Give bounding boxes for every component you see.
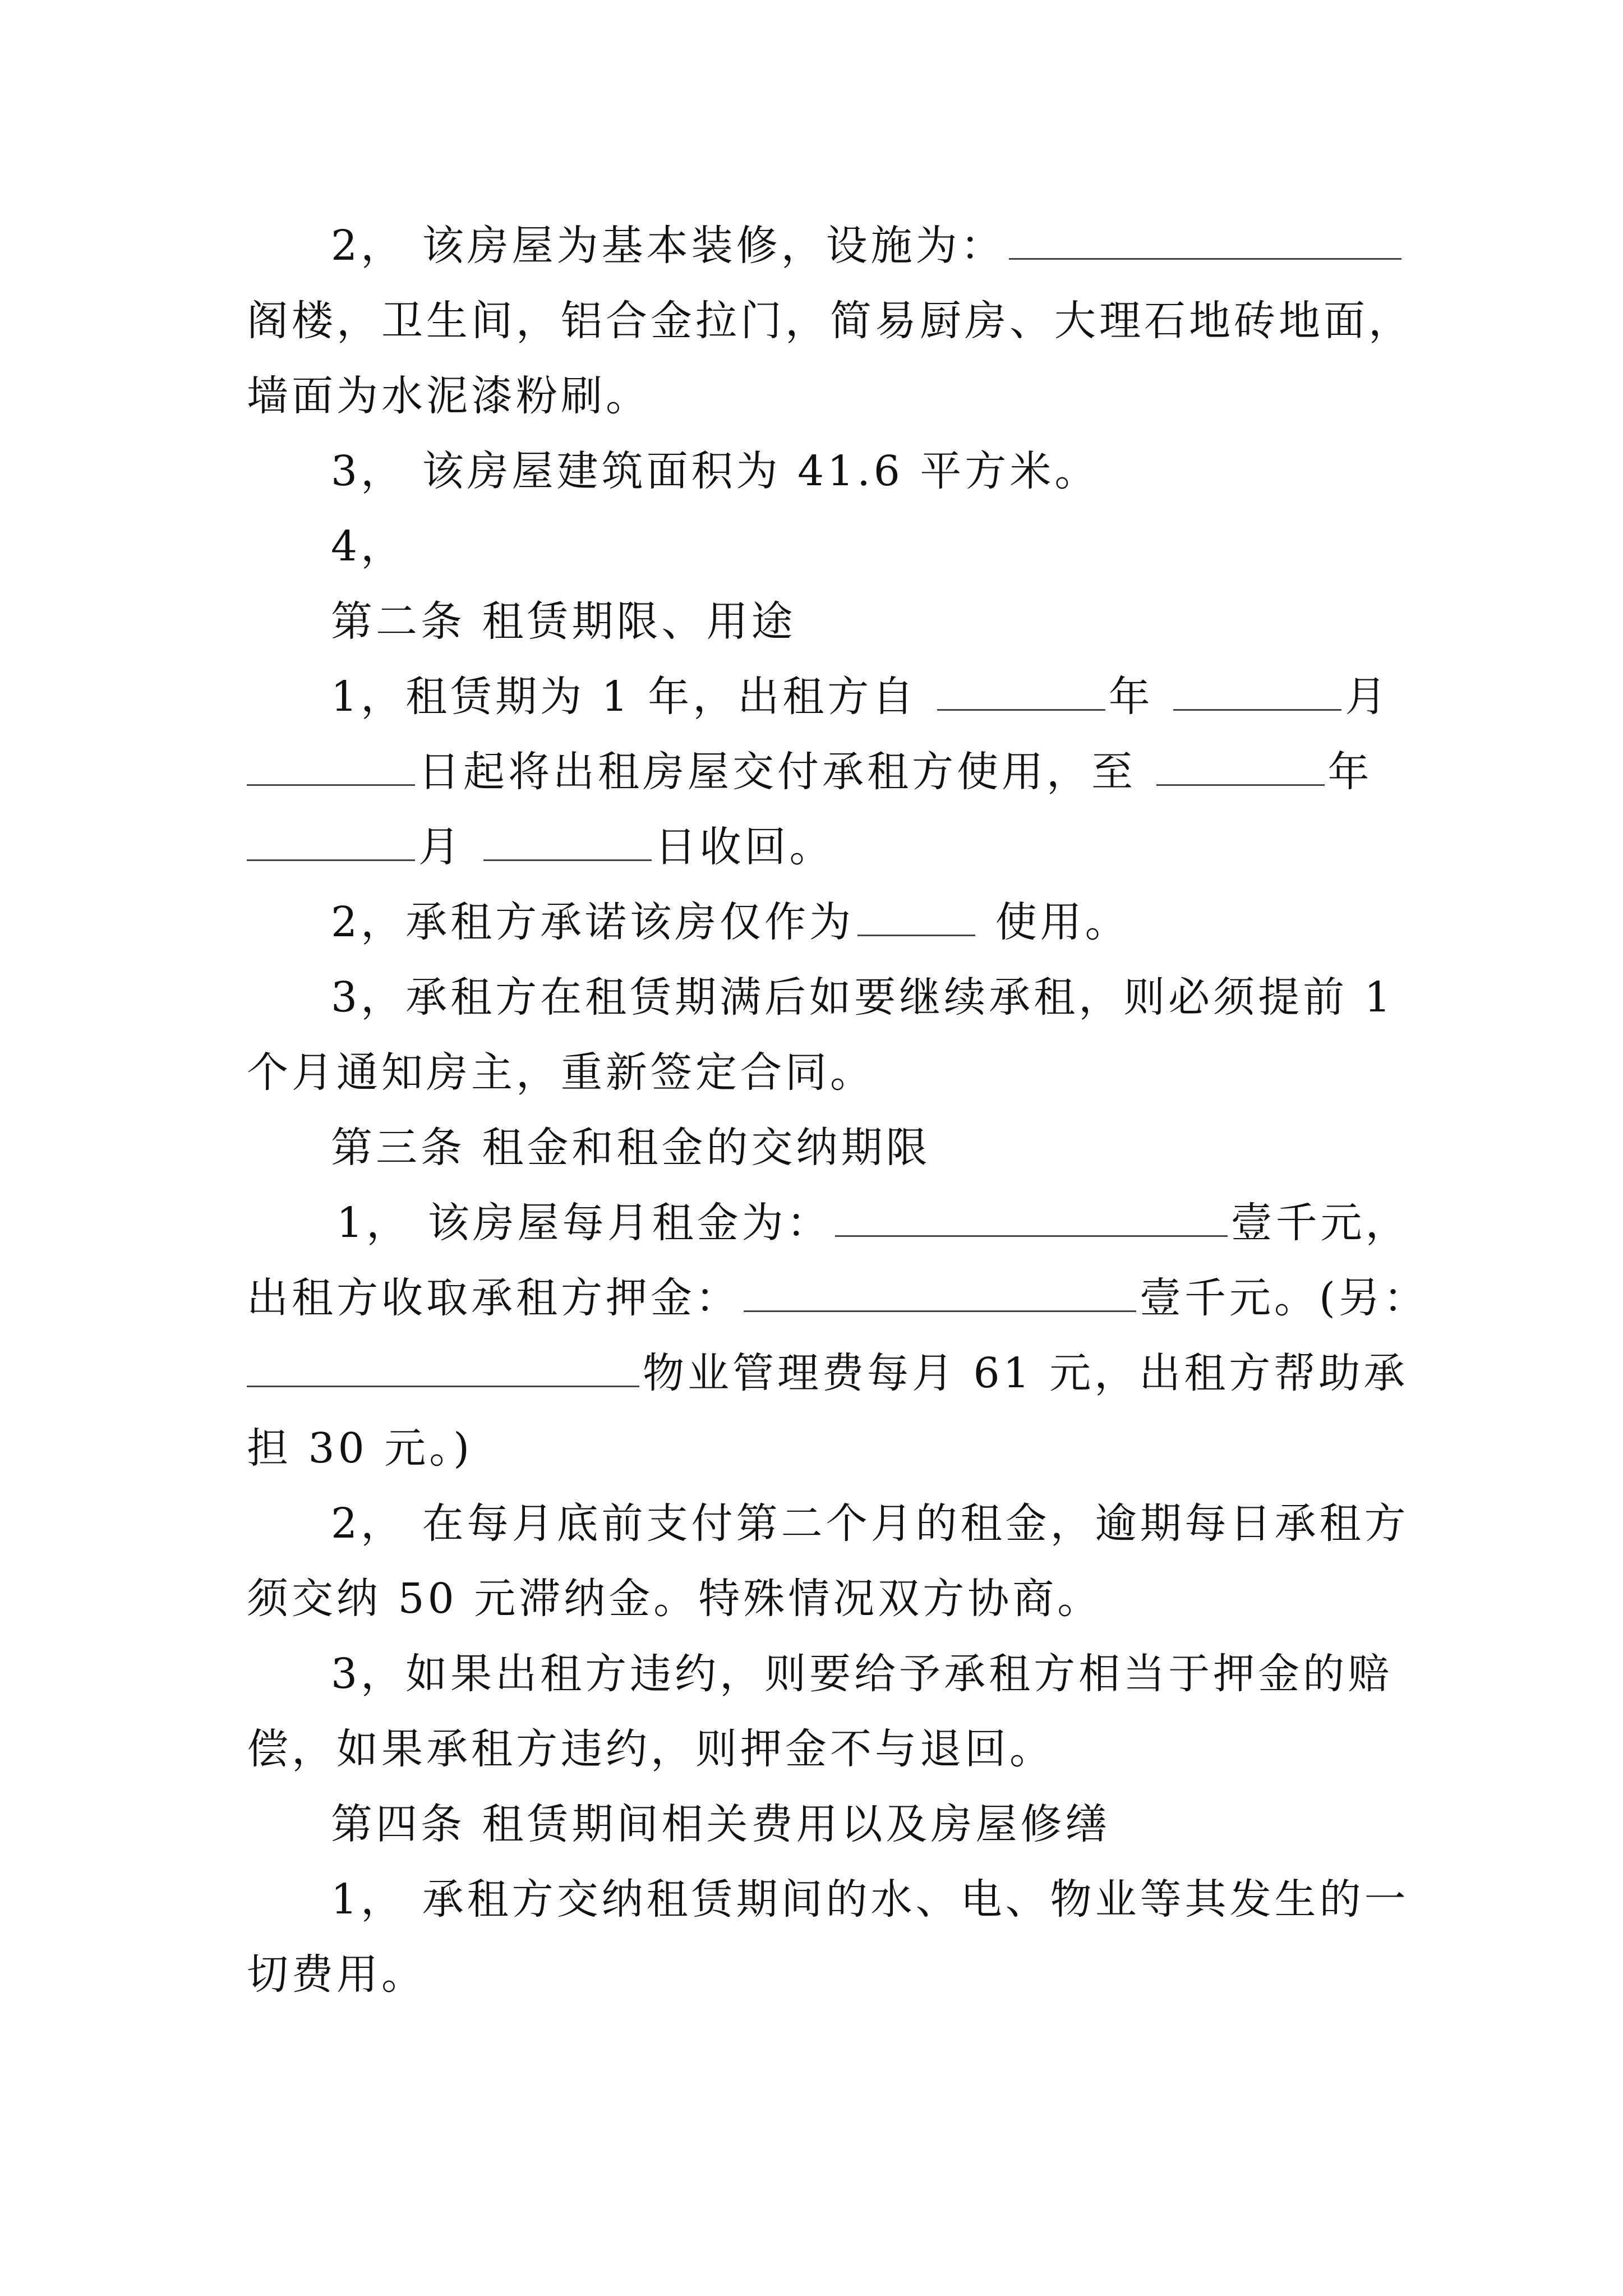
article-4-item-1 <box>331 1866 1464 1933</box>
clause-1-item-2-cont <box>247 287 1413 355</box>
clause-1-item-4 <box>331 513 1464 580</box>
article-3-item-3 <box>331 1640 1464 1708</box>
article-4-item-1-cont <box>247 1941 1380 2008</box>
article-2-item-1-cont2 <box>247 813 1380 881</box>
year-blank <box>937 675 1105 711</box>
text: 4， <box>331 522 406 570</box>
article-4-heading <box>331 1791 1464 1858</box>
day-blank <box>483 826 652 861</box>
text: 壹千元。(另： <box>1140 1274 1428 1322</box>
text: 切费用。 <box>247 1950 426 1999</box>
article-3-item-1 <box>336 1189 1469 1257</box>
text: 3，如果出租方违约，则要给予承租方相当于押金的赔 <box>331 1650 1393 1698</box>
text: 须交纳 50 元滞纳金。特殊情况双方协商。 <box>247 1575 1103 1623</box>
rent-blank <box>835 1202 1228 1237</box>
month-blank <box>247 826 415 861</box>
text: 3，承租方在租赁期满后如要继续承租，则必须提前 1 <box>331 973 1394 1022</box>
heading-text: 第二条 租赁期限、用途 <box>331 597 796 646</box>
heading-text: 第三条 租金和租金的交纳期限 <box>331 1124 931 1172</box>
use-blank <box>857 901 975 936</box>
article-2-item-3-cont <box>247 1039 1380 1106</box>
text: 月 <box>418 823 463 871</box>
year-blank <box>1156 751 1325 786</box>
article-3-item-2 <box>331 1490 1464 1557</box>
other-blank <box>247 1352 639 1387</box>
article-3-item-1-cont2 <box>247 1340 1409 1407</box>
heading-text: 第四条 租赁期间相关费用以及房屋修缮 <box>331 1800 1110 1848</box>
text: 出租方收取承租方押金： <box>247 1274 740 1322</box>
text: 2， 该房屋为基本装修，设施为： <box>331 222 1006 270</box>
text: 壹千元， <box>1230 1199 1410 1247</box>
clause-1-item-2 <box>331 212 1464 279</box>
text: 1， 承租方交纳租赁期间的水、电、物业等其发生的一 <box>331 1875 1409 1924</box>
article-3-item-1-cont <box>247 1264 1428 1332</box>
article-2-item-1 <box>331 663 1464 730</box>
clause-1-item-2-cont2 <box>247 362 1380 430</box>
clause-1-item-3 <box>331 438 1464 505</box>
text: 2， 在每月底前支付第二个月的租金，逾期每日承租方 <box>331 1499 1409 1548</box>
article-3-item-2-cont <box>247 1565 1380 1632</box>
text: 担 30 元。) <box>247 1424 473 1473</box>
article-2-item-1-cont <box>247 738 1380 806</box>
text: 个月通知房主，重新签定合同。 <box>247 1048 875 1097</box>
article-3-heading <box>331 1114 1464 1181</box>
text: 年 <box>1327 748 1373 796</box>
text: 阁楼，卫生间，铝合金拉门，简易厨房、大理石地砖地面， <box>247 297 1413 345</box>
text: 物业管理费每月 61 元，出租方帮助承 <box>643 1349 1409 1397</box>
month-blank <box>1173 675 1341 711</box>
deposit-blank <box>744 1277 1136 1312</box>
text: 2，承租方承诺该房仅作为 <box>331 898 855 946</box>
article-3-item-1-cont3 <box>247 1415 1380 1482</box>
text: 1，租赁期为 1 年，出租方自 <box>331 673 917 721</box>
text: 日收回。 <box>654 823 834 871</box>
text: 年 <box>1108 673 1154 721</box>
text: 日起将出租房屋交付承租方使用，至 <box>418 748 1136 796</box>
article-3-item-3-cont <box>247 1715 1380 1783</box>
text: 偿，如果承租方违约，则押金不与退回。 <box>247 1725 1054 1773</box>
blank-field <box>1009 224 1401 260</box>
text: 3， 该房屋建筑面积为 41.6 平方米。 <box>331 447 1100 495</box>
day-blank <box>247 751 415 786</box>
article-2-item-2 <box>331 889 1464 956</box>
text: 墙面为水泥漆粉刷。 <box>247 372 651 420</box>
article-2-heading <box>331 588 1464 655</box>
text: 使用。 <box>995 898 1130 946</box>
text: 1， 该房屋每月租金为： <box>336 1199 832 1247</box>
text: 月 <box>1345 673 1390 721</box>
article-2-item-3 <box>331 964 1464 1031</box>
